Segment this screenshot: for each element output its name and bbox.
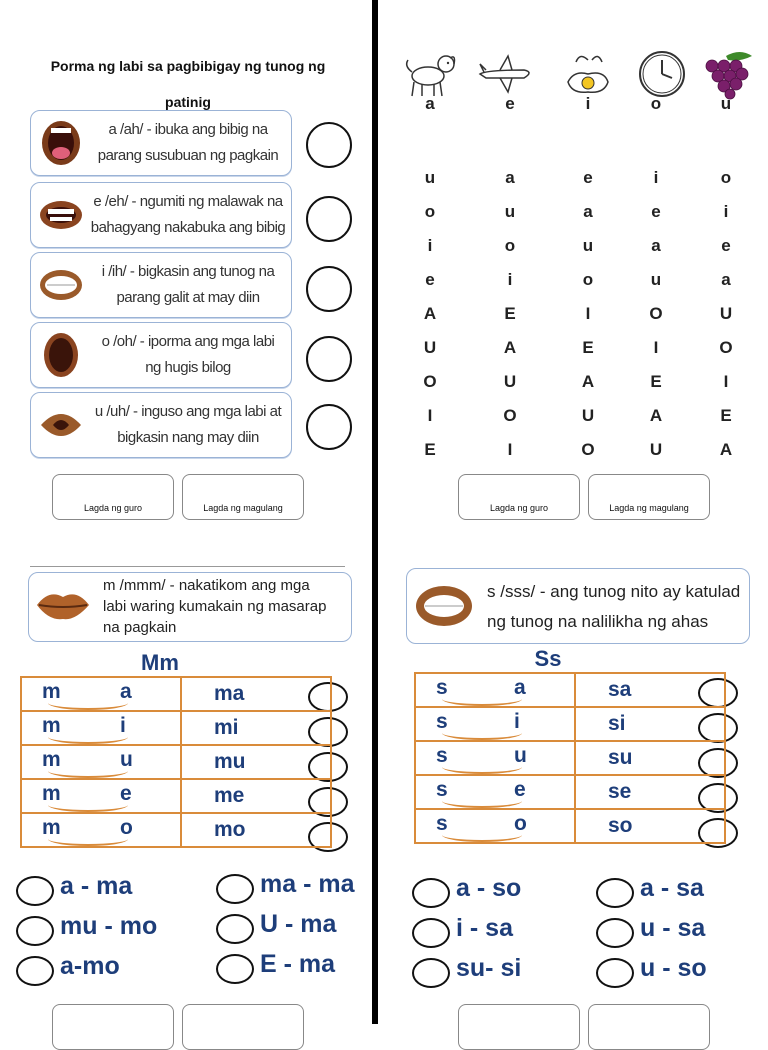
vowel: u [120,748,133,771]
table-row [21,779,331,813]
consonant: s [436,778,448,801]
parent-signature-box[interactable] [182,1004,304,1050]
word-option: a - ma [60,872,133,900]
word-option: U - ma [260,910,337,938]
vowel-card-line2: ng hugis bilog [145,359,231,376]
blend-arc [48,696,128,710]
letter-combination-cell [415,741,575,775]
grid-letter[interactable]: I [585,304,591,323]
grid-letter[interactable]: e [425,270,435,289]
parent-signature-box[interactable] [182,474,304,520]
letter-combination-cell [21,745,181,779]
syllable-cell: sa [575,673,725,707]
syllable-cell: ma [181,677,331,711]
grid-letter[interactable]: O [423,372,437,391]
syllable-cell: so [575,809,725,843]
vowel-card-line1: o /oh/ - iporma ang mga labi [101,333,275,350]
teeth-mouth-icon [39,261,83,309]
parent-signature-box[interactable] [588,1004,710,1050]
table-row [415,673,725,707]
letter-combination-cell [415,775,575,809]
word-option: a - sa [640,874,704,902]
syllable-cell: mu [181,745,331,779]
grid-letter[interactable]: a [651,236,661,255]
syllable-cell: si [575,707,725,741]
airplane-icon [476,48,536,100]
grid-letter[interactable]: I [653,338,659,357]
vowel: a [120,680,132,703]
signature-label: Lagda ng magulang [609,503,689,513]
icon-letter: i [585,94,591,113]
grid-letter[interactable]: U [719,304,733,323]
grapes-icon [696,48,756,100]
word-option: a - so [456,874,522,902]
table-row [415,741,725,775]
table-row [415,775,725,809]
grid-letter[interactable]: i [507,270,513,289]
vowel: i [514,710,520,733]
grid-letter[interactable]: U [581,406,595,425]
grid-letter[interactable]: A [649,406,663,425]
m-heading: Mm [141,650,179,675]
letter-combination-cell [415,707,575,741]
letter-combination-cell [415,809,575,843]
icon-letter: e [505,94,515,113]
word-option: i - sa [456,914,513,942]
grid-letter[interactable]: I [507,440,513,459]
answer-circle[interactable] [306,122,352,168]
grid-letter[interactable]: E [720,406,732,425]
vowel: o [120,816,133,839]
vowel: u [514,744,527,767]
vowel-card-line2: bahagyang nakabuka ang bibig [90,219,286,236]
grid-letter[interactable]: e [651,202,661,221]
icon-letter: u [720,94,732,113]
consonant: m [42,748,61,771]
word-answer-circle[interactable] [16,876,54,906]
parent-signature-box[interactable] [588,474,710,520]
answer-circle[interactable] [306,404,352,450]
vowel-card-line2: bigkasin nang may diin [117,429,259,446]
grid-letter[interactable]: A [719,440,733,459]
dog-icon [400,48,460,100]
grid-letter[interactable]: e [583,168,593,187]
word-answer-circle[interactable] [596,878,634,908]
vowel-card-o [30,322,292,388]
grid-letter[interactable]: u [582,236,594,255]
grid-letter[interactable]: E [504,304,516,323]
open-mouth-icon [39,119,83,167]
grid-letter[interactable]: A [503,338,517,357]
letter-combination-cell [21,779,181,813]
letter-combination-cell [21,813,181,847]
grid-letter[interactable]: o [720,168,732,187]
grid-letter[interactable]: u [424,168,436,187]
grid-letter[interactable]: U [649,440,663,459]
syllable-table [20,676,332,848]
grid-letter[interactable]: a [721,270,731,289]
grid-letter[interactable]: A [581,372,595,391]
grid-letter[interactable]: u [504,202,516,221]
word-answer-circle[interactable] [216,954,254,984]
teacher-signature-box[interactable] [52,1004,174,1050]
vowel-card-line1: e /eh/ - ngumiti ng malawak na [93,193,283,210]
letter-combination-cell [21,677,181,711]
consonant: s [436,812,448,835]
word-answer-circle[interactable] [16,956,54,986]
grid-letter[interactable]: o [504,236,516,255]
letter-combination-cell [21,711,181,745]
table-row [21,711,331,745]
s-heading: Ss [534,646,562,671]
egg-icon [558,48,618,100]
s-card-line2: ng tunog na nalilikha ng ahas [487,612,709,631]
vowel-card-line2: parang galit at may diin [116,289,260,306]
grid-letter[interactable]: U [503,372,517,391]
blend-arc [442,726,522,740]
blend-arc [48,764,128,778]
blend-arc [442,692,522,706]
consonant: m [42,782,61,805]
signature-label: Lagda ng guro [83,503,143,513]
consonant: m [42,680,61,703]
m-card-line2: labi waring kumakain ng masarap [103,598,327,615]
round-mouth-icon [39,331,83,379]
consonant: m [42,714,61,737]
answer-circle[interactable] [306,196,352,242]
grid-letter[interactable]: O [581,440,595,459]
grid-letter[interactable]: I [723,372,729,391]
m-card-line3: na pagkain [103,619,177,636]
grid-letter[interactable]: a [583,202,593,221]
grid-letter[interactable]: O [649,304,663,323]
pout-mouth-icon [39,401,83,449]
vowel: i [120,714,126,737]
grid-letter[interactable]: i [653,168,659,187]
grid-letter[interactable]: o [582,270,594,289]
word-answer-circle[interactable] [216,874,254,904]
s-card-line1: s /sss/ - ang tunog nito ay katulad [487,582,741,601]
word-option: ma - ma [260,870,355,898]
m-card [28,572,352,642]
icon-letter: o [650,94,662,113]
teeth-mouth-icon [415,583,473,629]
grid-letter[interactable]: U [423,338,437,357]
table-row [21,813,331,847]
grid-letter[interactable]: u [650,270,662,289]
vowel-card-e [30,182,292,248]
grid-letter[interactable]: E [650,372,662,391]
word-option: su- si [456,954,522,982]
grid-letter[interactable]: a [505,168,515,187]
vowel: o [514,812,527,835]
word-answer-circle[interactable] [596,918,634,948]
vowel: e [120,782,132,805]
grid-letter[interactable]: E [582,338,594,357]
word-answer-circle[interactable] [16,916,54,946]
teacher-signature-box[interactable] [458,1004,580,1050]
consonant: m [42,816,61,839]
table-row [415,707,725,741]
closed-lips-icon [35,587,91,623]
s-card [406,568,750,644]
wide-smile-mouth-icon [39,191,83,239]
consonant: s [436,744,448,767]
vowel-card-line1: a /ah/ - ibuka ang bibig na [108,121,268,138]
word-answer-circle[interactable] [412,878,450,908]
blend-arc [48,798,128,812]
word-answer-circle[interactable] [596,958,634,988]
syllable-cell: mi [181,711,331,745]
page-divider [372,0,378,1024]
syllable-cell: me [181,779,331,813]
grid-letter[interactable]: O [503,406,517,425]
blend-arc [48,832,128,846]
word-answer-circle[interactable] [412,918,450,948]
word-answer-circle[interactable] [216,914,254,944]
table-row [21,677,331,711]
grid-letter[interactable]: o [424,202,436,221]
vowel: e [514,778,526,801]
consonant: s [436,676,448,699]
word-option: u - so [640,954,707,982]
consonant: s [436,710,448,733]
grid-letter[interactable]: i [427,236,433,255]
word-option: E - ma [260,950,336,978]
signature-label: Lagda ng guro [489,503,549,513]
vowel: a [514,676,526,699]
answer-circle[interactable] [306,266,352,312]
grid-letter[interactable]: I [427,406,433,425]
m-card-line1: m /mmm/ - nakatikom ang mga [103,577,310,594]
grid-letter[interactable]: e [721,236,731,255]
table-row [415,809,725,843]
vowel-card-line1: i /ih/ - bigkasin ang tunog na [101,263,275,280]
word-answer-circle[interactable] [412,958,450,988]
page-title: Porma ng labi sa pagbibigay ng tunog ng patinig [50,58,326,110]
vowel-card-line2: parang susubuan ng pagkain [97,147,279,164]
syllable-cell: se [575,775,725,809]
section-divider [30,566,345,567]
grid-letter[interactable]: E [424,440,436,459]
word-option: a-mo [60,952,120,980]
answer-circle[interactable] [306,336,352,382]
picture-row [400,48,760,100]
vowel-card-u [30,392,292,458]
teacher-signature-box[interactable] [52,474,174,520]
blend-arc [442,760,522,774]
letter-combination-cell [415,673,575,707]
grid-letter[interactable]: i [723,202,729,221]
syllable-table [414,672,726,844]
word-option: u - sa [640,914,706,942]
vowel-card-line1: u /uh/ - inguso ang mga labi at [94,403,282,420]
blend-arc [442,828,522,842]
blend-arc [48,730,128,744]
syllable-cell: su [575,741,725,775]
word-option: mu - mo [60,912,158,940]
vowel-card-a [30,110,292,176]
blend-arc [442,794,522,808]
table-row [21,745,331,779]
grid-letter[interactable]: O [719,338,733,357]
syllable-cell: mo [181,813,331,847]
vowel-card-i [30,252,292,318]
clock-icon [632,48,692,100]
teacher-signature-box[interactable] [458,474,580,520]
signature-label: Lagda ng magulang [203,503,283,513]
grid-letter[interactable]: A [423,304,437,323]
icon-letter: a [425,94,435,113]
